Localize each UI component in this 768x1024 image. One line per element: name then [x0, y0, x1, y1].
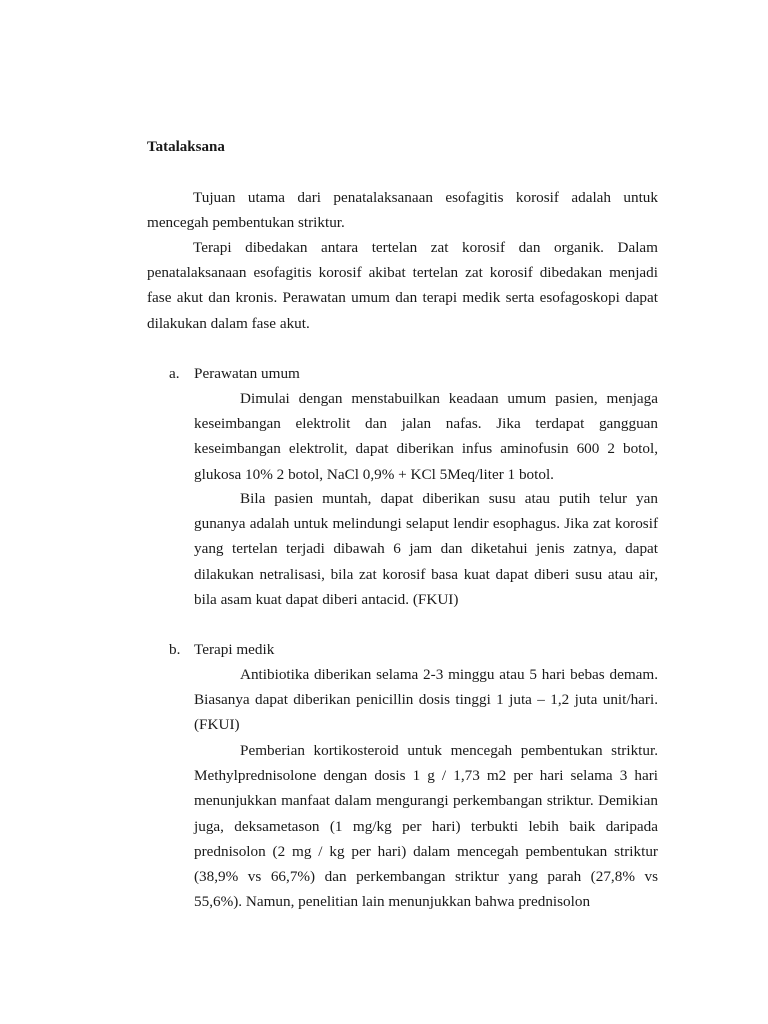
section-heading: Tatalaksana: [147, 139, 225, 155]
perawatan-umum-paragraph-1: Dimulai dengan menstabuilkan keadaan umum pasien, menjaga keseimbangan elektrolit dan jalan nafas. Jika terdapat gangguan keseimbangan elektrolit, dapat diberikan infus aminofusin 600 2 botol, glukosa 10% 2 botol, NaCl 0,9% + KCl 5Meq/liter 1 botol.: [194, 390, 658, 483]
list-marker-b: b.: [169, 641, 181, 658]
list-title-perawatan-umum: Perawatan umum: [194, 365, 300, 382]
perawatan-umum-paragraph-2: Bila pasien muntah, dapat diberikan susu atau putih telur yan gunanya adalah untuk melindungi selaput lendir esophagus. Jika zat korosif yang tertelan terjadi dibawah 6 jam dan diketahui jenis zatnya, dapat dilakukan netralisasi, bila zat korosif basa kuat dapat diberi susu atau air, bila asam kuat dapat diberi antacid. (FKUI): [194, 490, 658, 608]
list-marker-a: a.: [169, 365, 180, 382]
terapi-medik-paragraph-1: Antibiotika diberikan selama 2-3 minggu atau 5 hari bebas demam. Biasanya dapat diberikan penicillin dosis tinggi 1 juta – 1,2 juta unit/hari. (FKUI): [194, 666, 658, 734]
intro-paragraph-1: Tujuan utama dari penatalaksanaan esofagitis korosif adalah untuk mencegah pembentukan striktur.: [147, 189, 658, 232]
terapi-medik-paragraph-2: Pemberian kortikosteroid untuk mencegah pembentukan striktur. Methylprednisolone dengan dosis 1 g / 1,73 m2 per hari selama 3 hari menunjukkan manfaat dalam mengurangi perkembangan striktur. Demikian juga, deksametason (1 mg/kg per hari) terbukti lebih baik daripada prednisolon (2 mg / kg per hari) dalam mencegah pembentukan striktur (38,9% vs 66,7%) dan perkembangan striktur yang parah (27,8% vs 55,6%). Namun, penelitian lain menunjukkan bahwa prednisolon: [194, 742, 658, 911]
list-title-terapi-medik: Terapi medik: [194, 641, 275, 658]
intro-paragraph-2: Terapi dibedakan antara tertelan zat korosif dan organik. Dalam penatalaksanaan esofagitis korosif akibat tertelan zat korosif dibedakan menjadi fase akut dan kronis. Perawatan umum dan terapi medik serta esofagoskopi dapat dilakukan dalam fase akut.: [147, 239, 658, 332]
